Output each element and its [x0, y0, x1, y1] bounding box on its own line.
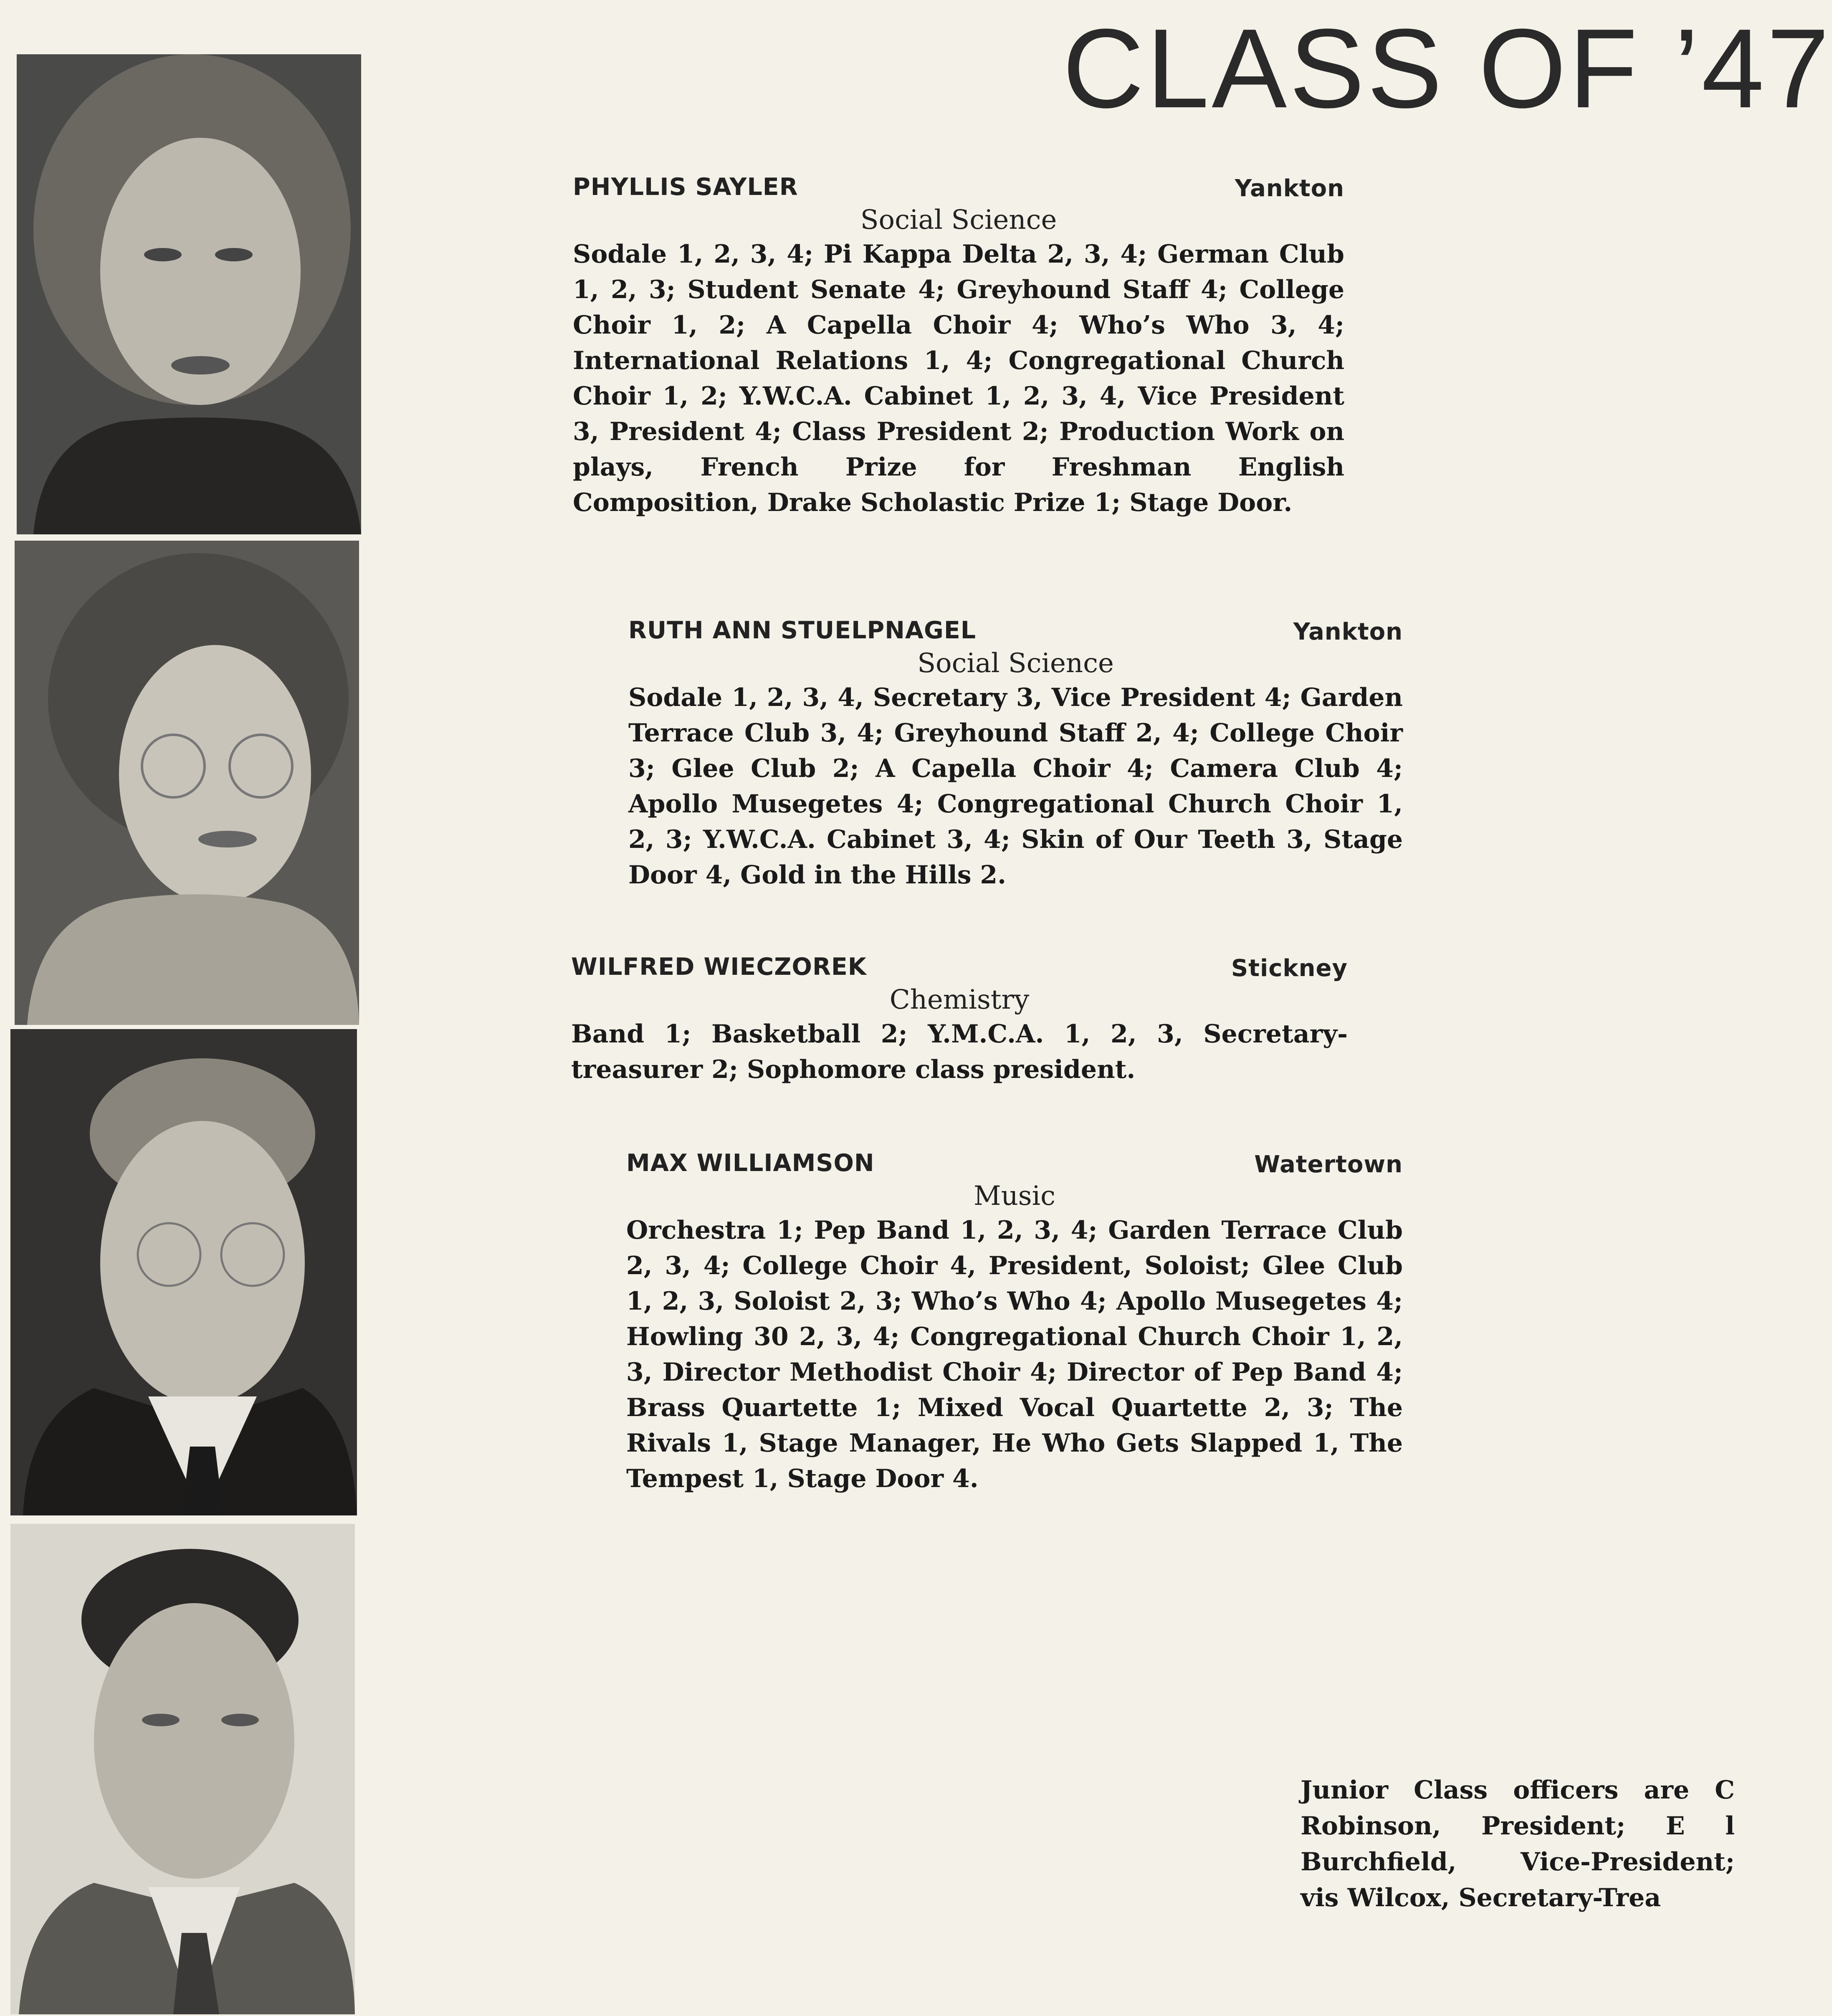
student-entry [573, 173, 1344, 521]
student-hometown: Yankton [1235, 175, 1344, 202]
portrait-image [10, 1029, 357, 1515]
student-activities: Sodale 1, 2, 3, 4; Pi Kappa Delta 2, 3, 4; German Club 1, 2, 3; Student Senate 4; Greyhound Staff 4; College Choir 1, 2; A Capella Choir 4; Who’s Who 3, 4; International Relations 1, 4; Congregational Church Choir 1, 2; Y.W.C.A. Cabinet 1, 2, 3, 4, Vice President 3, President 4; Class President 2; Production Work on plays, French Prize for Freshman English Composition, Drake Scholastic Prize 1; Stage Door. [573, 240, 1344, 517]
student-activities: Orchestra 1; Pep Band 1, 2, 3, 4; Garden Terrace Club 2, 3, 4; College Choir 4, President, Soloist; Glee Club 1, 2, 3, Soloist 2, 3; Who’s Who 4; Apollo Musegetes 4; Howling 30 2, 3, 4; Congregational Church Choir 1, 2, 3, Director Methodist Choir 4; Director of Pep Band 4; Brass Quartette 1; Mixed Vocal Quartette 2, 3; The Rivals 1, Stage Manager, He Who Gets Slapped 1, The Tempest 1, Stage Door 4. [626, 1216, 1403, 1493]
student-name: RUTH ANN STUELPNAGEL [628, 617, 977, 644]
student-entry [571, 953, 1348, 1088]
entry-header [571, 953, 1348, 983]
portrait-image [10, 1524, 355, 2014]
student-major: Chemistry [889, 984, 1030, 1015]
junior-officers-caption [1301, 1772, 1735, 1916]
student-activities: Sodale 1, 2, 3, 4, Secretary 3, Vice President 4; Garden Terrace Club 3, 4; Greyhound Staff 2, 4; College Choir 3; Glee Club 2; A Capella Choir 4; Camera Club 4; Apollo Musegetes 4; Congregational Church Choir 1, 2, 3; Y.W.C.A. Cabinet 3, 4; Skin of Our Teeth 3, Stage Door 4, Gold in the Hills 2. [628, 683, 1403, 890]
portrait-image [15, 541, 359, 1025]
portrait-photo-1 [17, 54, 361, 534]
portrait-photo-2 [15, 541, 359, 1025]
caption-line: vis Wilcox, Secretary-Trea [1301, 1883, 1661, 1912]
student-entry [626, 1149, 1403, 1497]
caption-line: Junior Class officers are C [1301, 1776, 1735, 1805]
portrait-image [17, 54, 361, 534]
entry-header [626, 1149, 1403, 1179]
page-title: CLASS OF ’47 [1063, 6, 1832, 132]
caption-line: Robinson, President; E l [1301, 1811, 1735, 1841]
student-name: WILFRED WIECZOREK [571, 953, 867, 981]
student-hometown: Stickney [1231, 955, 1348, 982]
entry-header [628, 617, 1403, 647]
student-entry [628, 617, 1403, 893]
student-major: Music [974, 1181, 1055, 1212]
student-hometown: Yankton [1293, 618, 1403, 645]
student-name: MAX WILLIAMSON [626, 1149, 875, 1177]
caption-line: Burchfield, Vice-President; [1301, 1847, 1735, 1877]
portrait-photo-4 [10, 1524, 355, 2014]
student-hometown: Watertown [1254, 1151, 1403, 1178]
student-name: PHYLLIS SAYLER [573, 173, 798, 201]
student-major: Social Science [860, 205, 1057, 235]
student-major: Social Science [917, 648, 1114, 679]
student-activities: Band 1; Basketball 2; Y.M.C.A. 1, 2, 3, Secretary-treasurer 2; Sophomore class president. [571, 1019, 1348, 1084]
portrait-photo-3 [10, 1029, 357, 1515]
entry-header [573, 173, 1344, 203]
